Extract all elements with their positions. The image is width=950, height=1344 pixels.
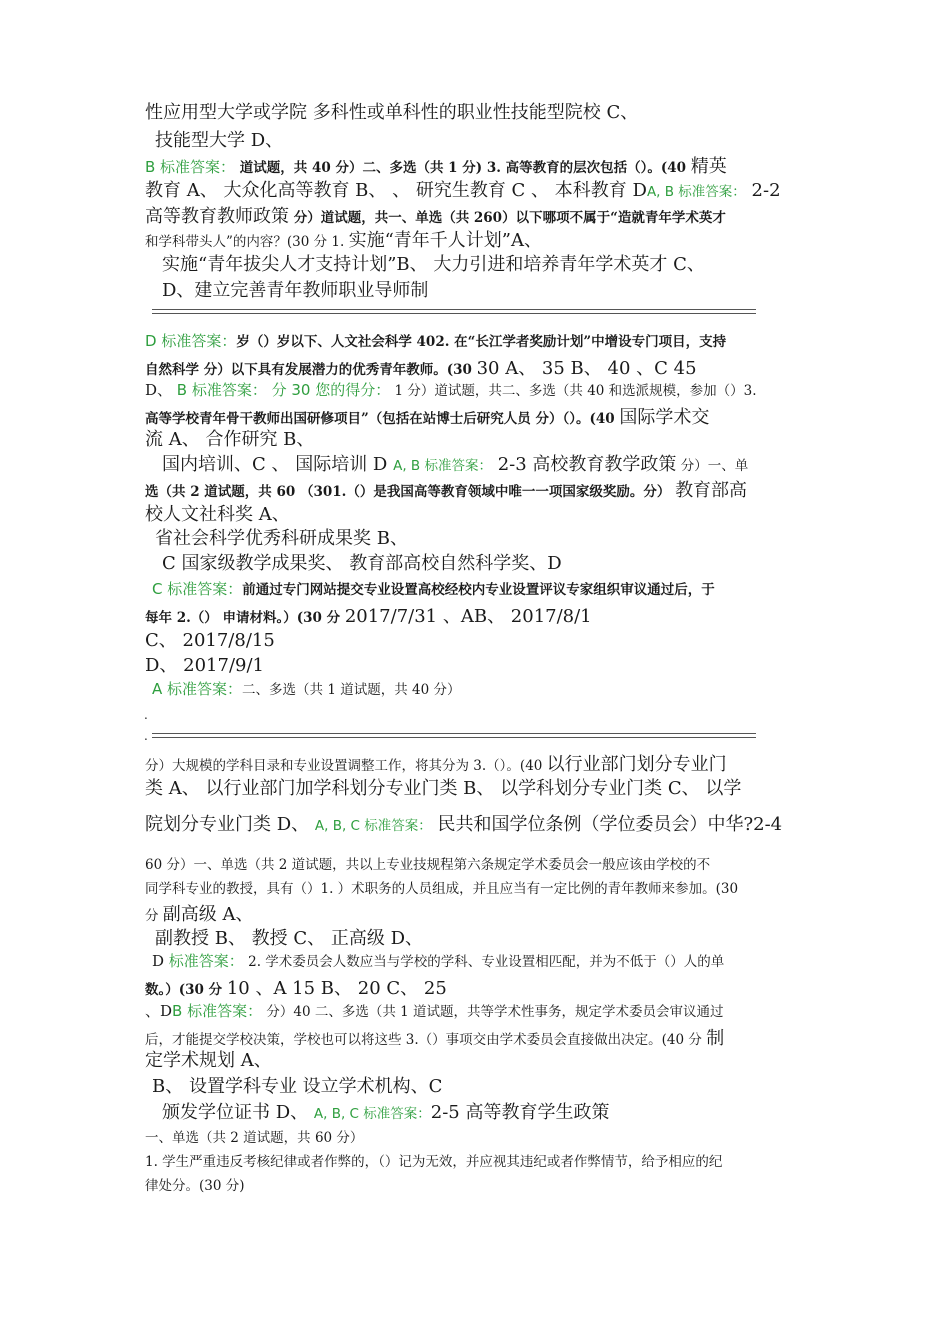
line-text: 律处分。(30 分) xyxy=(145,1178,245,1194)
line-text: B、 设置学科专业 设立学术机构、C xyxy=(152,1076,443,1097)
text-line-35 xyxy=(145,1046,272,1072)
answer-label: A 标准答案： xyxy=(152,680,243,698)
answer-label: A, B 标准答案： xyxy=(646,184,746,200)
text-line-18 xyxy=(162,549,562,575)
line-text-large: 国际学术交 xyxy=(619,407,710,428)
answer-label: B 标准答案： 分 30 您的得分： xyxy=(176,381,391,399)
line-text-large: 实施“青年千人计划”A、 xyxy=(348,230,543,251)
answer-label: A, B, C 标准答案： xyxy=(314,818,432,834)
line-text: 国内培训、C 、 国际培训 D xyxy=(162,454,394,475)
line-text-large: 民共和国学位条例（学位委员会）中华?2-4 xyxy=(431,814,783,835)
line-text-large: 30 A、 35 B、 40 、C 45 xyxy=(476,358,697,379)
text-line-1 xyxy=(145,98,638,124)
line-text-large: 2-2 xyxy=(745,180,781,201)
line-text: 道试题，共 40 分）二、多选（共 1 分) 3. 高等教育的层次包括（）。(40 xyxy=(235,160,691,176)
line-text: D、 xyxy=(145,381,177,399)
answer-label: B 标准答案： xyxy=(145,158,236,176)
line-text: 校人文社科奖 A、 xyxy=(145,504,290,525)
line-text-large: 2-3 高校教育教学政策 xyxy=(491,454,677,475)
line-text: 一、单选（共 2 道试题，共 60 分） xyxy=(145,1130,364,1146)
line-text: 类 A、 以行业部门加学科划分专业门类 B、 以学科划分专业门类 C、 以学 xyxy=(145,778,742,799)
line-text: 前通过专门网站提交专业设置高校经校内专业设置评议专家组织审议通过后，于 xyxy=(242,582,715,598)
line-text-large: 以行业部门划分专业门 xyxy=(546,754,727,775)
text-line-28 xyxy=(145,877,738,897)
line-text-large: 10 、A 15 B、 20 C、 25 xyxy=(226,978,447,999)
text-line-19 xyxy=(152,578,715,599)
line-text: 高等学校青年骨干教师出国研修项目”（包括在站博士后研究人员 分）（）。(40 xyxy=(145,411,620,427)
line-text: 数。）(30 分 xyxy=(145,982,227,998)
line-text: 定学术规划 A、 xyxy=(145,1050,272,1071)
text-line-8 xyxy=(162,276,428,302)
text-line-32 xyxy=(145,974,447,1000)
margin-dot: . xyxy=(144,729,148,743)
text-line-11 xyxy=(145,379,757,400)
line-text: C 国家级教学成果奖、 教育部高校自然科学奖、D xyxy=(162,553,562,574)
text-line-15 xyxy=(145,476,747,502)
line-text: 每年 2.（） 申请材料。）(30 分 xyxy=(145,610,345,626)
line-text: 颁发学位证书 D、 xyxy=(162,1102,314,1123)
line-text: 二、多选（共 1 道试题，共 40 分） xyxy=(242,682,461,698)
line-text: 岁（）岁以下、人文社会科学 402. 在“长江学者奖励计划”中增设专门项目，支持 xyxy=(236,334,727,350)
text-line-37 xyxy=(162,1098,609,1124)
text-line-38 xyxy=(145,1126,363,1146)
line-text: D、建立完善青年教师职业导师制 xyxy=(162,280,429,301)
text-line-40 xyxy=(145,1174,245,1194)
answer-label: A, B, C 标准答案： xyxy=(313,1106,431,1122)
text-line-13 xyxy=(145,425,314,451)
line-text: 省社会科学优秀科研成果奖 B、 xyxy=(155,528,408,549)
answer-label: C 标准答案： xyxy=(152,580,243,598)
text-line-22 xyxy=(145,651,264,677)
line-text: D、 2017/9/1 xyxy=(145,655,264,676)
text-line-26 xyxy=(145,810,782,836)
line-text: 后，才能提交学校决策，学校也可以将这些 3.（）事项交由学术委员会直接做出决定。(40 分 xyxy=(145,1032,707,1048)
text-line-33 xyxy=(145,1000,724,1021)
line-text-large: 制 xyxy=(706,1028,725,1049)
text-line-14 xyxy=(162,450,748,476)
text-line-9 xyxy=(145,330,726,351)
line-text: 流 A、 合作研究 B、 xyxy=(145,429,315,450)
text-line-4 xyxy=(145,176,781,202)
text-line-5 xyxy=(145,202,726,228)
text-line-7 xyxy=(162,250,705,276)
text-line-2 xyxy=(155,126,283,152)
line-text-large: 副高级 A、 xyxy=(162,904,254,925)
line-text: 自然科学 分）以下具有发展潜力的优秀青年教师。(30 xyxy=(145,362,477,378)
text-line-21 xyxy=(145,626,275,652)
margin-dot: . xyxy=(144,708,148,722)
line-text: 院划分专业门类 D、 xyxy=(145,814,315,835)
text-line-3 xyxy=(145,152,727,178)
line-text: 60 分）一、单选（共 2 道试题，共以上专业技规程第六条规定学术委员会一般应该由学校的不 xyxy=(145,857,711,873)
line-text-large: 教育部高 xyxy=(675,480,748,501)
line-text: 分）大规模的学科目录和专业设置调整工作，将其分为 3.（）。(40 xyxy=(145,758,547,774)
line-text: 1 分）道试题，共二、多选（共 40 和选派规模，参加（）3. xyxy=(390,383,757,399)
text-line-10 xyxy=(145,354,697,380)
line-text-small: 分）40 二、多选（共 1 道试题，共等学术性事务，规定学术委员会审议通过 xyxy=(262,1004,724,1020)
line-text-small: 2. 学术委员会人数应当与学校的学科、专业设置相匹配，并为不低于（）人的单 xyxy=(243,954,725,970)
answer-label: B 标准答案： xyxy=(172,1002,263,1020)
line-text: 副教授 B、 教授 C、 正高级 D、 xyxy=(155,928,424,949)
answer-label: 标准答案： xyxy=(168,952,244,970)
line-text: 1. 学生严重违反考核纪律或者作弊的，（）记为无效，并应视其违纪或者作弊情节，给予相应的纪 xyxy=(145,1154,723,1170)
text-line-39 xyxy=(145,1150,722,1170)
line-text-small: 分）一、单 xyxy=(676,458,749,474)
text-line-30 xyxy=(155,924,423,950)
text-line-36 xyxy=(152,1072,442,1098)
text-line-25 xyxy=(145,774,741,800)
text-line-23 xyxy=(152,678,460,699)
divider xyxy=(152,309,756,314)
line-text: 教育 A、 大众化高等教育 B、 、 研究生教育 C 、 本科教育 D xyxy=(145,180,647,201)
line-text-large: 2017/7/31 、AB、 2017/8/1 xyxy=(344,606,592,627)
line-text: 实施“青年拔尖人才支持计划”B、 大力引进和培养青年学术英才 C、 xyxy=(162,254,705,275)
line-text: 、D xyxy=(145,1002,173,1020)
line-text-large: 2-5 高等教育学生政策 xyxy=(430,1102,610,1123)
line-text: 和学科带头人”的内容？(30 分 1. xyxy=(145,234,349,250)
text-line-17 xyxy=(155,524,408,550)
line-text: 性应用型大学或学院 多科性或单科性的职业性技能型院校 C、 xyxy=(145,102,639,123)
line-text: D xyxy=(152,952,169,970)
line-text: 分）道试题，共一、单选（共 260）以下哪项不属于“造就青年学术英才 xyxy=(289,210,726,226)
text-line-6 xyxy=(145,226,542,252)
line-text-large: 高等教育教师政策 xyxy=(145,206,289,227)
line-text: C、 2017/8/15 xyxy=(145,630,275,651)
answer-label: D 标准答案： xyxy=(145,332,237,350)
text-line-20 xyxy=(145,602,592,628)
line-text: 选（共 2 道试题，共 60 （301.（）是我国高等教育领域中唯一一项国家级奖励。分） xyxy=(145,484,676,500)
text-line-16 xyxy=(145,500,290,526)
text-line-31 xyxy=(152,950,724,971)
line-text: 同学科专业的教授，具有（）1. ）术职务的人员组成，并且应当有一定比例的青年教师来参加。(30 xyxy=(145,881,739,897)
text-line-24 xyxy=(145,750,727,776)
line-text: 技能型大学 D、 xyxy=(155,130,284,151)
answer-label: A, B 标准答案： xyxy=(393,458,492,474)
divider xyxy=(152,733,756,738)
text-line-29 xyxy=(145,900,254,926)
line-text-large: 精英 xyxy=(690,156,727,177)
text-line-27 xyxy=(145,853,710,873)
line-text: 分 xyxy=(145,908,163,924)
